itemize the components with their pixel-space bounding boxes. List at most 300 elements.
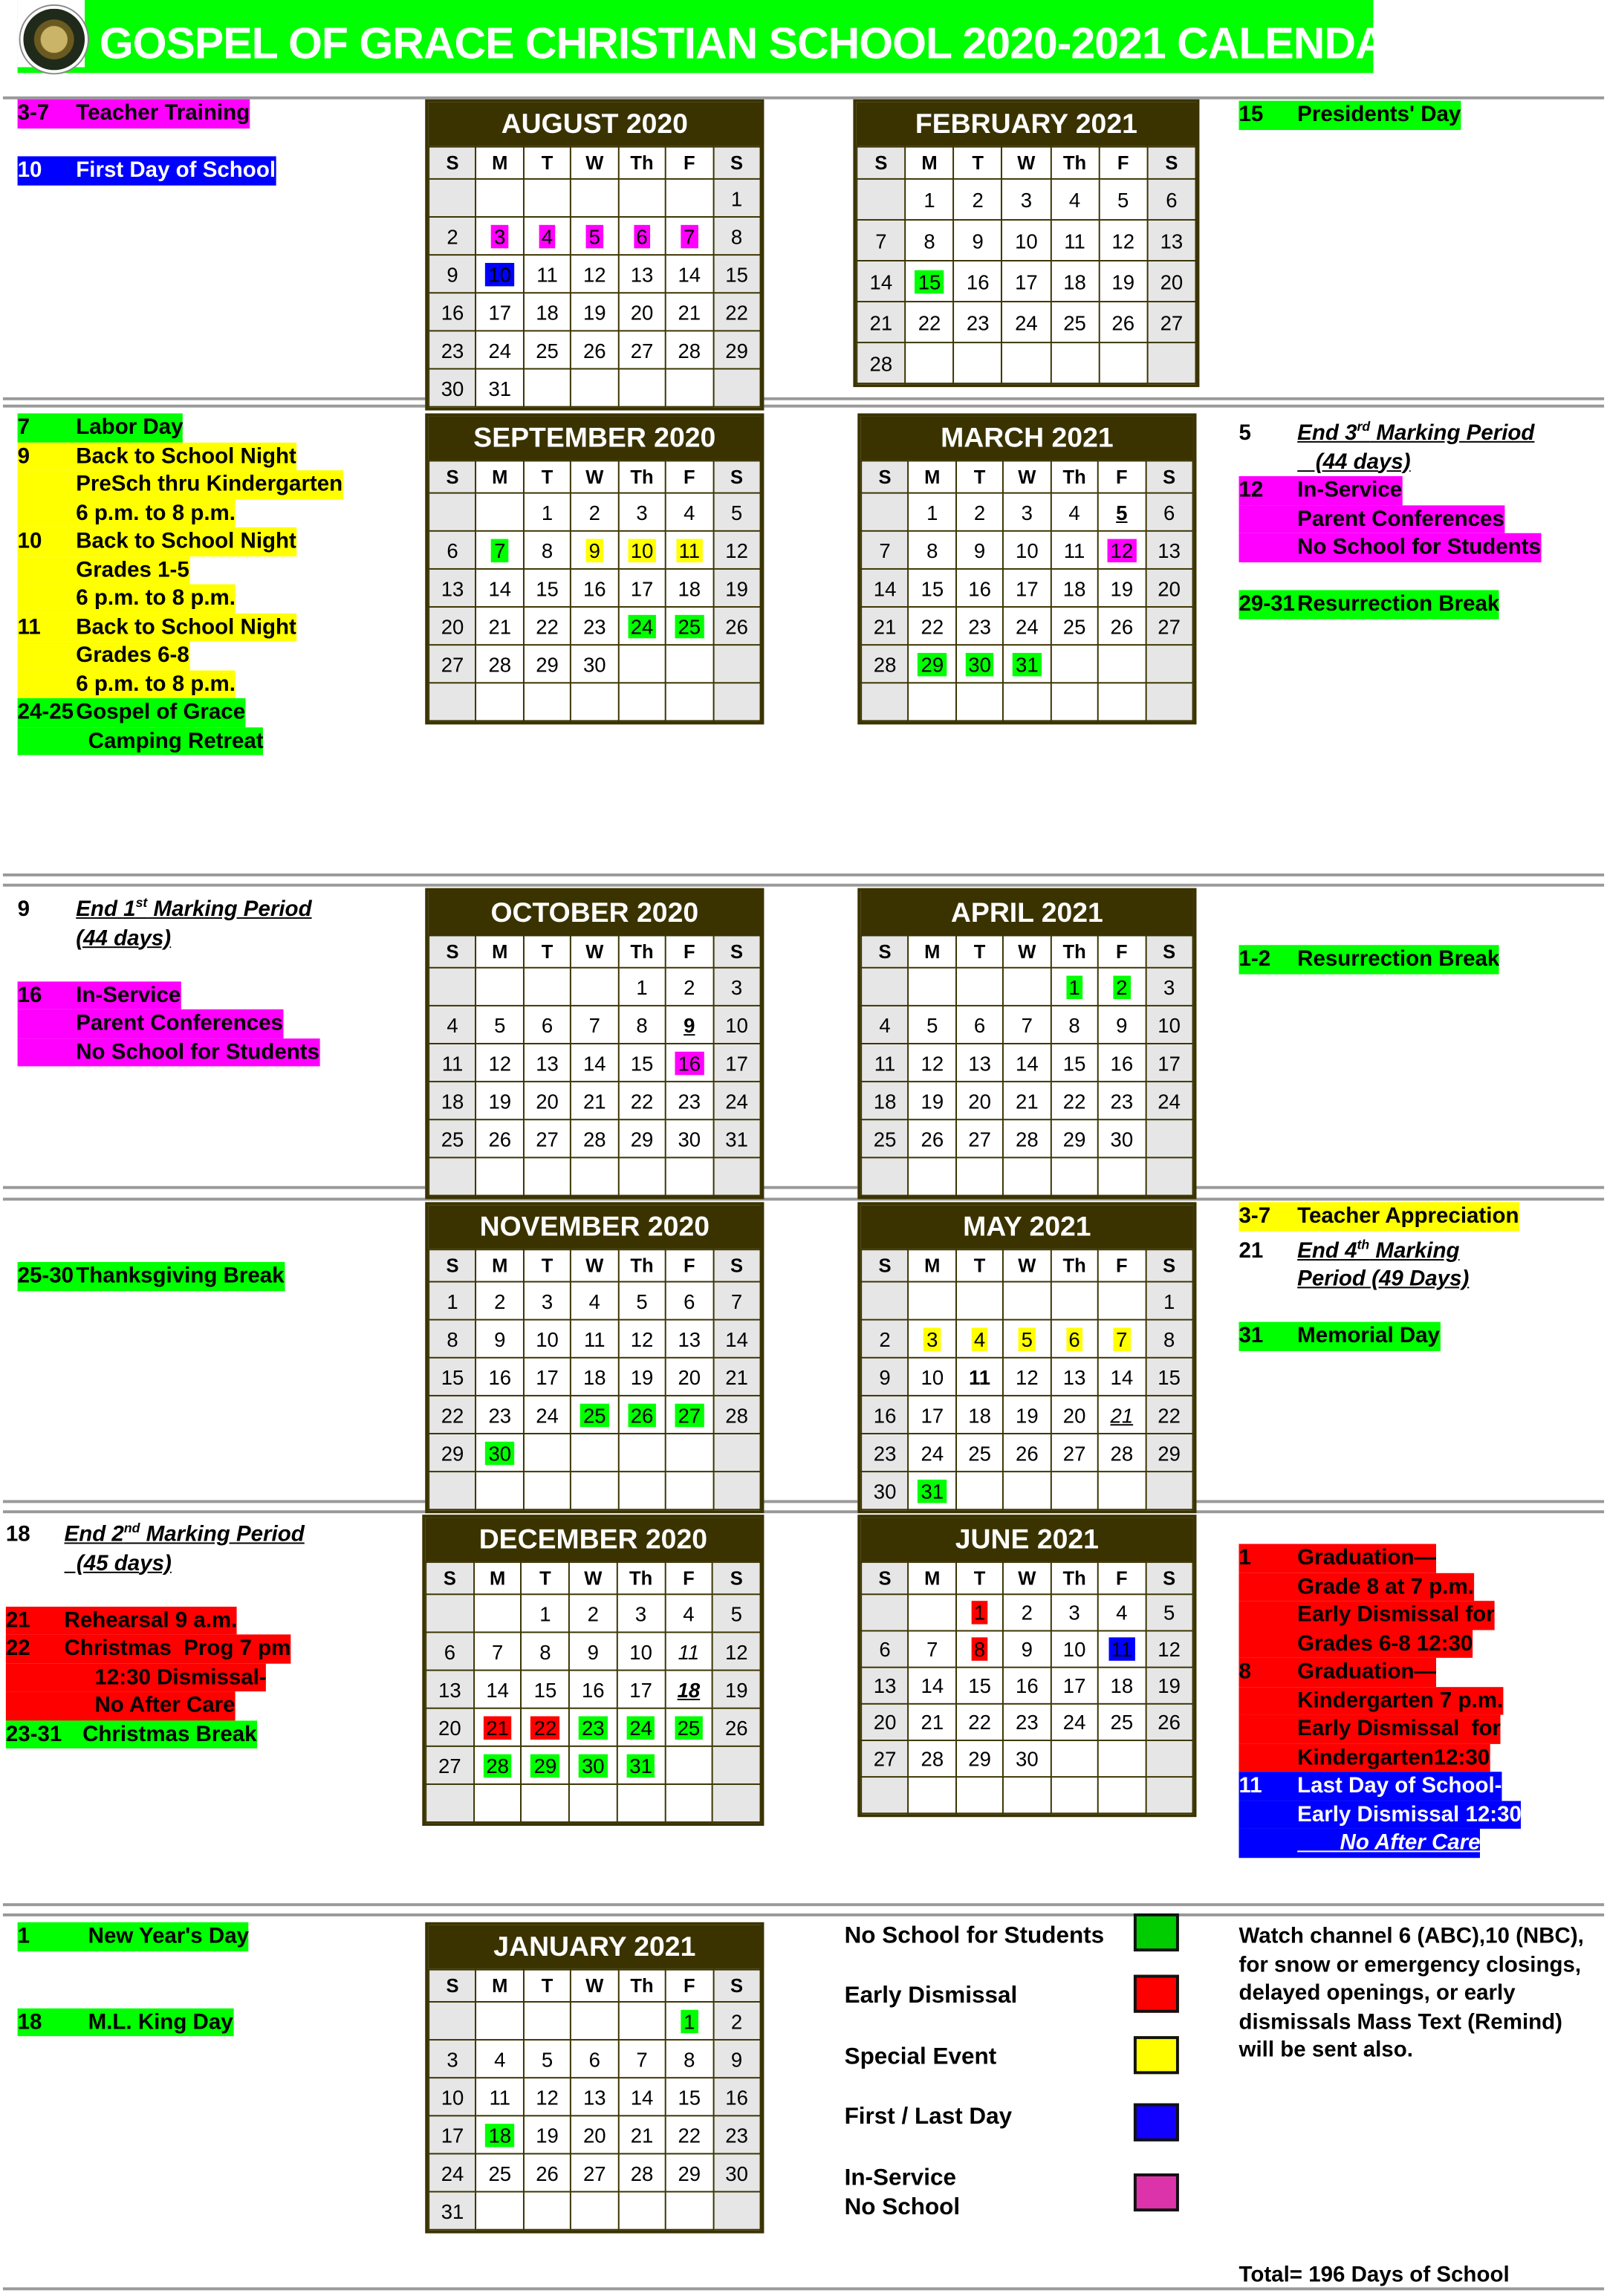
- day-cell[interactable]: [571, 607, 618, 645]
- day-cell[interactable]: [524, 569, 571, 607]
- day-cell[interactable]: [429, 1396, 476, 1434]
- day-cell[interactable]: [713, 293, 761, 331]
- day-cell[interactable]: [476, 531, 524, 569]
- day-cell[interactable]: [1051, 302, 1099, 342]
- day-cell[interactable]: [569, 1708, 617, 1746]
- day-cell[interactable]: [713, 607, 761, 645]
- day-cell[interactable]: [665, 1632, 712, 1670]
- day-cell[interactable]: [1098, 1082, 1146, 1119]
- day-cell[interactable]: [1099, 302, 1147, 342]
- day-cell[interactable]: [1098, 1704, 1146, 1740]
- day-cell[interactable]: [861, 569, 909, 607]
- day-cell[interactable]: [956, 1434, 1004, 1471]
- day-cell[interactable]: [1051, 1434, 1098, 1471]
- day-cell[interactable]: [1099, 220, 1147, 261]
- day-cell[interactable]: [1051, 1358, 1098, 1396]
- day-cell[interactable]: [1146, 1282, 1193, 1320]
- day-cell[interactable]: [618, 493, 666, 531]
- day-cell[interactable]: [905, 261, 953, 302]
- day-cell[interactable]: [1051, 179, 1099, 220]
- day-cell[interactable]: [956, 1044, 1004, 1082]
- day-cell[interactable]: [524, 255, 571, 293]
- day-cell[interactable]: [522, 1671, 569, 1708]
- day-cell[interactable]: [956, 607, 1004, 645]
- day-cell[interactable]: [861, 1471, 909, 1509]
- day-cell[interactable]: [909, 1740, 956, 1777]
- day-cell[interactable]: [857, 302, 905, 342]
- day-cell[interactable]: [618, 1119, 666, 1157]
- day-cell[interactable]: [666, 1119, 713, 1157]
- day-cell[interactable]: [713, 217, 761, 255]
- day-cell[interactable]: [956, 1006, 1004, 1044]
- day-cell[interactable]: [666, 531, 713, 569]
- day-cell[interactable]: [617, 1632, 664, 1670]
- day-cell[interactable]: [666, 1044, 713, 1082]
- day-cell[interactable]: [1147, 220, 1195, 261]
- day-cell[interactable]: [429, 1119, 476, 1157]
- day-cell[interactable]: [522, 1746, 569, 1784]
- day-cell[interactable]: [954, 261, 1002, 302]
- day-cell[interactable]: [956, 645, 1004, 683]
- day-cell[interactable]: [524, 493, 571, 531]
- day-cell[interactable]: [861, 607, 909, 645]
- day-cell[interactable]: [618, 1082, 666, 1119]
- day-cell[interactable]: [666, 1282, 713, 1320]
- day-cell[interactable]: [713, 179, 761, 217]
- day-cell[interactable]: [666, 217, 713, 255]
- day-cell[interactable]: [1003, 1044, 1051, 1082]
- day-cell[interactable]: [1146, 1704, 1193, 1740]
- day-cell[interactable]: [476, 2040, 524, 2078]
- day-cell[interactable]: [618, 968, 666, 1006]
- day-cell[interactable]: [524, 1396, 571, 1434]
- day-cell[interactable]: [713, 1358, 761, 1396]
- day-cell[interactable]: [1051, 531, 1098, 569]
- day-cell[interactable]: [618, 1358, 666, 1396]
- day-cell[interactable]: [713, 1282, 761, 1320]
- day-cell[interactable]: [666, 968, 713, 1006]
- day-cell[interactable]: [1003, 607, 1051, 645]
- day-cell[interactable]: [571, 217, 618, 255]
- day-cell[interactable]: [429, 1044, 476, 1082]
- day-cell[interactable]: [665, 1594, 712, 1632]
- day-cell[interactable]: [476, 1044, 524, 1082]
- day-cell[interactable]: [1051, 1006, 1098, 1044]
- day-cell[interactable]: [429, 217, 476, 255]
- day-cell[interactable]: [618, 607, 666, 645]
- day-cell[interactable]: [666, 1006, 713, 1044]
- day-cell[interactable]: [617, 1746, 664, 1784]
- day-cell[interactable]: [429, 1358, 476, 1396]
- day-cell[interactable]: [618, 2115, 666, 2153]
- day-cell[interactable]: [476, 2153, 524, 2191]
- day-cell[interactable]: [1051, 1668, 1098, 1704]
- day-cell[interactable]: [1146, 1668, 1193, 1704]
- day-cell[interactable]: [1002, 179, 1051, 220]
- day-cell[interactable]: [713, 1396, 761, 1434]
- day-cell[interactable]: [617, 1708, 664, 1746]
- day-cell[interactable]: [666, 2078, 713, 2115]
- day-cell[interactable]: [426, 1632, 473, 1670]
- day-cell[interactable]: [571, 645, 618, 683]
- day-cell[interactable]: [524, 607, 571, 645]
- day-cell[interactable]: [713, 968, 761, 1006]
- day-cell[interactable]: [524, 1358, 571, 1396]
- day-cell[interactable]: [429, 1006, 476, 1044]
- day-cell[interactable]: [429, 2115, 476, 2153]
- day-cell[interactable]: [1098, 1434, 1146, 1471]
- day-cell[interactable]: [861, 1119, 909, 1157]
- day-cell[interactable]: [618, 1282, 666, 1320]
- day-cell[interactable]: [569, 1632, 617, 1670]
- day-cell[interactable]: [524, 217, 571, 255]
- day-cell[interactable]: [1098, 1396, 1146, 1434]
- day-cell[interactable]: [666, 2115, 713, 2153]
- day-cell[interactable]: [429, 1320, 476, 1358]
- day-cell[interactable]: [524, 1282, 571, 1320]
- day-cell[interactable]: [666, 569, 713, 607]
- day-cell[interactable]: [474, 1746, 522, 1784]
- day-cell[interactable]: [618, 1396, 666, 1434]
- day-cell[interactable]: [429, 645, 476, 683]
- day-cell[interactable]: [1002, 261, 1051, 302]
- day-cell[interactable]: [713, 493, 761, 531]
- day-cell[interactable]: [1003, 1704, 1051, 1740]
- day-cell[interactable]: [666, 2002, 713, 2040]
- day-cell[interactable]: [857, 342, 905, 383]
- day-cell[interactable]: [713, 2040, 761, 2078]
- day-cell[interactable]: [956, 1396, 1004, 1434]
- day-cell[interactable]: [476, 369, 524, 407]
- day-cell[interactable]: [571, 493, 618, 531]
- day-cell[interactable]: [476, 1396, 524, 1434]
- day-cell[interactable]: [713, 569, 761, 607]
- day-cell[interactable]: [571, 293, 618, 331]
- day-cell[interactable]: [476, 2078, 524, 2115]
- day-cell[interactable]: [666, 331, 713, 368]
- day-cell[interactable]: [618, 1006, 666, 1044]
- day-cell[interactable]: [571, 2078, 618, 2115]
- day-cell[interactable]: [1146, 1006, 1193, 1044]
- day-cell[interactable]: [1051, 1320, 1098, 1358]
- day-cell[interactable]: [666, 255, 713, 293]
- day-cell[interactable]: [666, 1396, 713, 1434]
- day-cell[interactable]: [524, 1119, 571, 1157]
- day-cell[interactable]: [1146, 1434, 1193, 1471]
- day-cell[interactable]: [618, 255, 666, 293]
- day-cell[interactable]: [476, 1119, 524, 1157]
- day-cell[interactable]: [476, 1434, 524, 1471]
- day-cell[interactable]: [956, 1320, 1004, 1358]
- day-cell[interactable]: [571, 2115, 618, 2153]
- day-cell[interactable]: [861, 645, 909, 683]
- day-cell[interactable]: [666, 1320, 713, 1358]
- day-cell[interactable]: [1003, 1320, 1051, 1358]
- day-cell[interactable]: [954, 179, 1002, 220]
- day-cell[interactable]: [1098, 1006, 1146, 1044]
- day-cell[interactable]: [909, 1119, 956, 1157]
- day-cell[interactable]: [713, 2153, 761, 2191]
- day-cell[interactable]: [571, 331, 618, 368]
- day-cell[interactable]: [1051, 1396, 1098, 1434]
- day-cell[interactable]: [712, 1671, 760, 1708]
- day-cell[interactable]: [1051, 493, 1098, 531]
- day-cell[interactable]: [909, 1471, 956, 1509]
- day-cell[interactable]: [1146, 1082, 1193, 1119]
- day-cell[interactable]: [909, 1668, 956, 1704]
- day-cell[interactable]: [1051, 220, 1099, 261]
- day-cell[interactable]: [524, 1044, 571, 1082]
- day-cell[interactable]: [476, 1006, 524, 1044]
- day-cell[interactable]: [429, 1434, 476, 1471]
- day-cell[interactable]: [571, 1082, 618, 1119]
- day-cell[interactable]: [618, 293, 666, 331]
- day-cell[interactable]: [861, 1358, 909, 1396]
- day-cell[interactable]: [571, 2153, 618, 2191]
- day-cell[interactable]: [618, 2078, 666, 2115]
- day-cell[interactable]: [522, 1708, 569, 1746]
- day-cell[interactable]: [474, 1632, 522, 1670]
- day-cell[interactable]: [909, 531, 956, 569]
- day-cell[interactable]: [476, 217, 524, 255]
- day-cell[interactable]: [1098, 1044, 1146, 1082]
- day-cell[interactable]: [861, 1630, 909, 1667]
- day-cell[interactable]: [909, 607, 956, 645]
- day-cell[interactable]: [954, 220, 1002, 261]
- day-cell[interactable]: [524, 2078, 571, 2115]
- day-cell[interactable]: [1146, 1594, 1193, 1630]
- day-cell[interactable]: [571, 1006, 618, 1044]
- day-cell[interactable]: [666, 2153, 713, 2191]
- day-cell[interactable]: [524, 2153, 571, 2191]
- day-cell[interactable]: [1146, 1320, 1193, 1358]
- day-cell[interactable]: [954, 302, 1002, 342]
- day-cell[interactable]: [1002, 302, 1051, 342]
- day-cell[interactable]: [1146, 1630, 1193, 1667]
- day-cell[interactable]: [1146, 1044, 1193, 1082]
- day-cell[interactable]: [861, 531, 909, 569]
- day-cell[interactable]: [956, 1704, 1004, 1740]
- day-cell[interactable]: [861, 1434, 909, 1471]
- day-cell[interactable]: [429, 1282, 476, 1320]
- day-cell[interactable]: [476, 1082, 524, 1119]
- day-cell[interactable]: [861, 1740, 909, 1777]
- day-cell[interactable]: [1051, 261, 1099, 302]
- day-cell[interactable]: [1003, 1396, 1051, 1434]
- day-cell[interactable]: [909, 1396, 956, 1434]
- day-cell[interactable]: [1003, 1358, 1051, 1396]
- day-cell[interactable]: [909, 1704, 956, 1740]
- day-cell[interactable]: [713, 1006, 761, 1044]
- day-cell[interactable]: [474, 1708, 522, 1746]
- day-cell[interactable]: [956, 1082, 1004, 1119]
- day-cell[interactable]: [666, 607, 713, 645]
- day-cell[interactable]: [909, 1082, 956, 1119]
- day-cell[interactable]: [712, 1632, 760, 1670]
- day-cell[interactable]: [1003, 531, 1051, 569]
- day-cell[interactable]: [665, 1708, 712, 1746]
- day-cell[interactable]: [713, 531, 761, 569]
- day-cell[interactable]: [1003, 1119, 1051, 1157]
- day-cell[interactable]: [524, 1006, 571, 1044]
- day-cell[interactable]: [569, 1671, 617, 1708]
- day-cell[interactable]: [713, 331, 761, 368]
- day-cell[interactable]: [666, 2040, 713, 2078]
- day-cell[interactable]: [666, 293, 713, 331]
- day-cell[interactable]: [712, 1594, 760, 1632]
- day-cell[interactable]: [429, 2040, 476, 2078]
- day-cell[interactable]: [713, 1320, 761, 1358]
- day-cell[interactable]: [429, 2153, 476, 2191]
- day-cell[interactable]: [857, 220, 905, 261]
- day-cell[interactable]: [713, 1082, 761, 1119]
- day-cell[interactable]: [571, 569, 618, 607]
- day-cell[interactable]: [571, 1044, 618, 1082]
- day-cell[interactable]: [569, 1746, 617, 1784]
- day-cell[interactable]: [524, 1082, 571, 1119]
- day-cell[interactable]: [1051, 1119, 1098, 1157]
- day-cell[interactable]: [476, 569, 524, 607]
- day-cell[interactable]: [1051, 607, 1098, 645]
- day-cell[interactable]: [476, 293, 524, 331]
- day-cell[interactable]: [474, 1671, 522, 1708]
- day-cell[interactable]: [524, 1320, 571, 1358]
- day-cell[interactable]: [524, 293, 571, 331]
- day-cell[interactable]: [571, 1320, 618, 1358]
- day-cell[interactable]: [1147, 302, 1195, 342]
- day-cell[interactable]: [956, 1594, 1004, 1630]
- day-cell[interactable]: [1146, 968, 1193, 1006]
- day-cell[interactable]: [426, 1671, 473, 1708]
- day-cell[interactable]: [617, 1594, 664, 1632]
- day-cell[interactable]: [909, 1044, 956, 1082]
- day-cell[interactable]: [1146, 1358, 1193, 1396]
- day-cell[interactable]: [861, 1044, 909, 1082]
- day-cell[interactable]: [1003, 1006, 1051, 1044]
- day-cell[interactable]: [1098, 1320, 1146, 1358]
- day-cell[interactable]: [1147, 261, 1195, 302]
- day-cell[interactable]: [429, 331, 476, 368]
- day-cell[interactable]: [666, 1082, 713, 1119]
- day-cell[interactable]: [1098, 1358, 1146, 1396]
- day-cell[interactable]: [617, 1671, 664, 1708]
- day-cell[interactable]: [618, 569, 666, 607]
- day-cell[interactable]: [571, 1119, 618, 1157]
- day-cell[interactable]: [618, 1320, 666, 1358]
- day-cell[interactable]: [429, 569, 476, 607]
- day-cell[interactable]: [909, 1630, 956, 1667]
- day-cell[interactable]: [476, 1358, 524, 1396]
- day-cell[interactable]: [618, 217, 666, 255]
- day-cell[interactable]: [1003, 1434, 1051, 1471]
- day-cell[interactable]: [1003, 1740, 1051, 1777]
- day-cell[interactable]: [476, 1320, 524, 1358]
- day-cell[interactable]: [524, 331, 571, 368]
- day-cell[interactable]: [476, 255, 524, 293]
- day-cell[interactable]: [571, 255, 618, 293]
- day-cell[interactable]: [618, 2153, 666, 2191]
- day-cell[interactable]: [429, 255, 476, 293]
- day-cell[interactable]: [476, 607, 524, 645]
- day-cell[interactable]: [1146, 531, 1193, 569]
- day-cell[interactable]: [429, 1082, 476, 1119]
- day-cell[interactable]: [712, 1708, 760, 1746]
- day-cell[interactable]: [1003, 1630, 1051, 1667]
- day-cell[interactable]: [522, 1594, 569, 1632]
- day-cell[interactable]: [1051, 968, 1098, 1006]
- day-cell[interactable]: [956, 1630, 1004, 1667]
- day-cell[interactable]: [426, 1746, 473, 1784]
- day-cell[interactable]: [956, 531, 1004, 569]
- day-cell[interactable]: [956, 569, 1004, 607]
- day-cell[interactable]: [1099, 179, 1147, 220]
- day-cell[interactable]: [861, 1668, 909, 1704]
- day-cell[interactable]: [618, 1044, 666, 1082]
- day-cell[interactable]: [1003, 1594, 1051, 1630]
- day-cell[interactable]: [1147, 179, 1195, 220]
- day-cell[interactable]: [429, 2078, 476, 2115]
- day-cell[interactable]: [1098, 493, 1146, 531]
- day-cell[interactable]: [666, 493, 713, 531]
- day-cell[interactable]: [1098, 1594, 1146, 1630]
- day-cell[interactable]: [713, 2002, 761, 2040]
- day-cell[interactable]: [429, 531, 476, 569]
- day-cell[interactable]: [909, 1434, 956, 1471]
- day-cell[interactable]: [909, 569, 956, 607]
- day-cell[interactable]: [713, 2115, 761, 2153]
- day-cell[interactable]: [618, 2040, 666, 2078]
- day-cell[interactable]: [429, 369, 476, 407]
- day-cell[interactable]: [618, 531, 666, 569]
- day-cell[interactable]: [571, 1396, 618, 1434]
- day-cell[interactable]: [1002, 220, 1051, 261]
- day-cell[interactable]: [476, 1282, 524, 1320]
- day-cell[interactable]: [618, 331, 666, 368]
- day-cell[interactable]: [956, 1119, 1004, 1157]
- day-cell[interactable]: [429, 607, 476, 645]
- day-cell[interactable]: [524, 2115, 571, 2153]
- day-cell[interactable]: [1098, 531, 1146, 569]
- day-cell[interactable]: [1099, 261, 1147, 302]
- day-cell[interactable]: [909, 1358, 956, 1396]
- day-cell[interactable]: [861, 1320, 909, 1358]
- day-cell[interactable]: [713, 1044, 761, 1082]
- day-cell[interactable]: [1003, 1082, 1051, 1119]
- day-cell[interactable]: [666, 1358, 713, 1396]
- day-cell[interactable]: [476, 2115, 524, 2153]
- day-cell[interactable]: [905, 220, 953, 261]
- day-cell[interactable]: [1003, 493, 1051, 531]
- day-cell[interactable]: [522, 1632, 569, 1670]
- day-cell[interactable]: [1098, 1630, 1146, 1667]
- day-cell[interactable]: [713, 2078, 761, 2115]
- day-cell[interactable]: [861, 1006, 909, 1044]
- day-cell[interactable]: [1003, 569, 1051, 607]
- day-cell[interactable]: [956, 1358, 1004, 1396]
- day-cell[interactable]: [905, 179, 953, 220]
- day-cell[interactable]: [956, 493, 1004, 531]
- day-cell[interactable]: [524, 531, 571, 569]
- day-cell[interactable]: [569, 1594, 617, 1632]
- day-cell[interactable]: [905, 302, 953, 342]
- day-cell[interactable]: [429, 293, 476, 331]
- day-cell[interactable]: [857, 261, 905, 302]
- day-cell[interactable]: [665, 1671, 712, 1708]
- day-cell[interactable]: [1146, 1396, 1193, 1434]
- day-cell[interactable]: [1051, 1044, 1098, 1082]
- day-cell[interactable]: [1146, 569, 1193, 607]
- day-cell[interactable]: [524, 645, 571, 683]
